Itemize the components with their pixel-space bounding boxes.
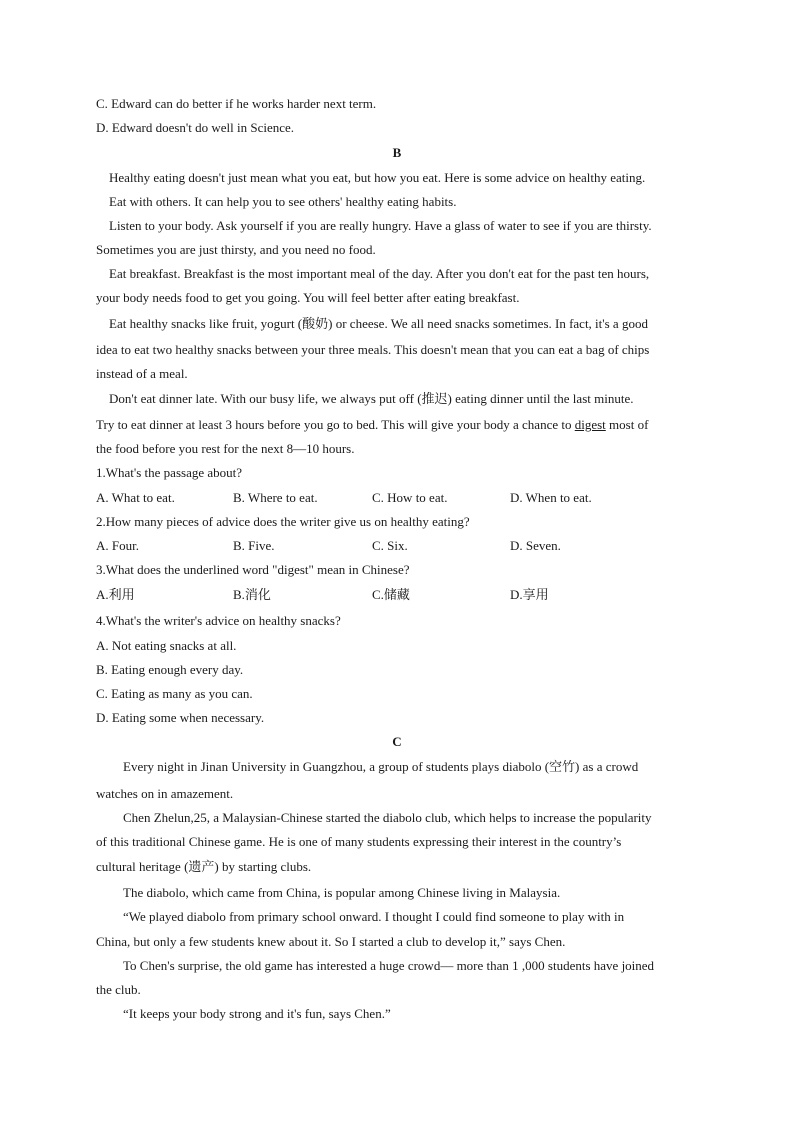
question-2-option-a: A. Four. [96,538,139,553]
section-c-line-4: of this traditional Chinese game. He is one of many students expressing their interest in the country’s [96,834,622,849]
question-1-stem: 1.What's the passage about? [96,465,243,480]
section-c-line-1: Every night in Jinan University in Guangzhou, a group of students plays diabolo (空竹) as a crowd [123,759,639,774]
question-1-option-d: D. When to eat. [510,490,592,505]
question-2-option-c: C. Six. [372,538,408,553]
option-c-prev: C. Edward can do better if he works harder next term. [96,96,377,111]
question-4-stem: 4.What's the writer's advice on healthy snacks? [96,613,341,628]
section-c-line-2: watches on in amazement. [96,786,234,801]
section-c-line-7: “We played diabolo from primary school onward. I thought I could find someone to play with in [123,909,625,924]
underlined-word-digest: digest [574,417,606,432]
paragraph-breakfast-line-2: your body needs food to get you going. You will feel better after eating breakfast. [96,290,520,305]
section-c-line-8: China, but only a few students knew about it. So I started a club to develop it,” says Chen. [96,934,566,949]
paragraph-eat-with-others: Eat with others. It can help you to see others' healthy eating habits. [109,194,457,209]
paragraph-dinner-line-1: Don't eat dinner late. With our busy life, we always put off (推迟) eating dinner until the last minute. [109,391,634,406]
section-c-heading: C [392,734,402,749]
paragraph-snacks-line-3: instead of a meal. [96,366,188,381]
question-2-option-d: D. Seven. [510,538,561,553]
section-b-heading: B [392,145,402,160]
question-1-option-b: B. Where to eat. [233,490,318,505]
question-2-option-b: B. Five. [233,538,275,553]
section-c-line-9: To Chen's surprise, the old game has interested a huge crowd— more than 1 ,000 students have joined [123,958,655,973]
question-4-option-d: D. Eating some when necessary. [96,710,265,725]
paragraph-intro: Healthy eating doesn't just mean what you eat, but how you eat. Here is some advice on healthy eating. [109,170,646,185]
question-1-option-c: C. How to eat. [372,490,448,505]
paragraph-dinner-line-2: Try to eat dinner at least 3 hours before you go to bed. This will give your body a chance to digest most of [96,417,649,432]
section-c-line-6: The diabolo, which came from China, is popular among Chinese living in Malaysia. [123,885,561,900]
question-3-stem: 3.What does the underlined word "digest" mean in Chinese? [96,562,410,577]
section-c-line-11: “It keeps your body strong and it's fun, says Chen.” [123,1006,391,1021]
paragraph-listen-line-1: Listen to your body. Ask yourself if you are really hungry. Have a glass of water to see if you are thirsty. [109,218,652,233]
paragraph-snacks-line-2: idea to eat two healthy snacks between your three meals. This doesn't mean that you can eat a bag of chips [96,342,650,357]
paragraph-dinner-line-3: the food before you rest for the next 8—10 hours. [96,441,355,456]
question-3-option-d: D.享用 [510,587,549,602]
paragraph-breakfast-line-1: Eat breakfast. Breakfast is the most important meal of the day. After you don't eat for the past ten hours, [109,266,650,281]
question-4-option-c: C. Eating as many as you can. [96,686,253,701]
question-3-option-b: B.消化 [233,587,271,602]
section-c-line-3: Chen Zhelun,25, a Malaysian-Chinese started the diabolo club, which helps to increase the popularity [123,810,652,825]
section-c-line-10: the club. [96,982,141,997]
section-c-line-5: cultural heritage (遗产) by starting clubs. [96,859,312,874]
question-1-option-a: A. What to eat. [96,490,175,505]
question-4-option-b: B. Eating enough every day. [96,662,244,677]
paragraph-snacks-line-1: Eat healthy snacks like fruit, yogurt (酸奶) or cheese. We all need snacks sometimes. In fact, it's a good [109,316,648,331]
paragraph-listen-line-2: Sometimes you are just thirsty, and you need no food. [96,242,376,257]
question-4-option-a: A. Not eating snacks at all. [96,638,237,653]
question-3-option-c: C.储藏 [372,587,410,602]
question-2-stem: 2.How many pieces of advice does the writer give us on healthy eating? [96,514,470,529]
question-3-option-a: A.利用 [96,587,135,602]
option-d-prev: D. Edward doesn't do well in Science. [96,120,295,135]
